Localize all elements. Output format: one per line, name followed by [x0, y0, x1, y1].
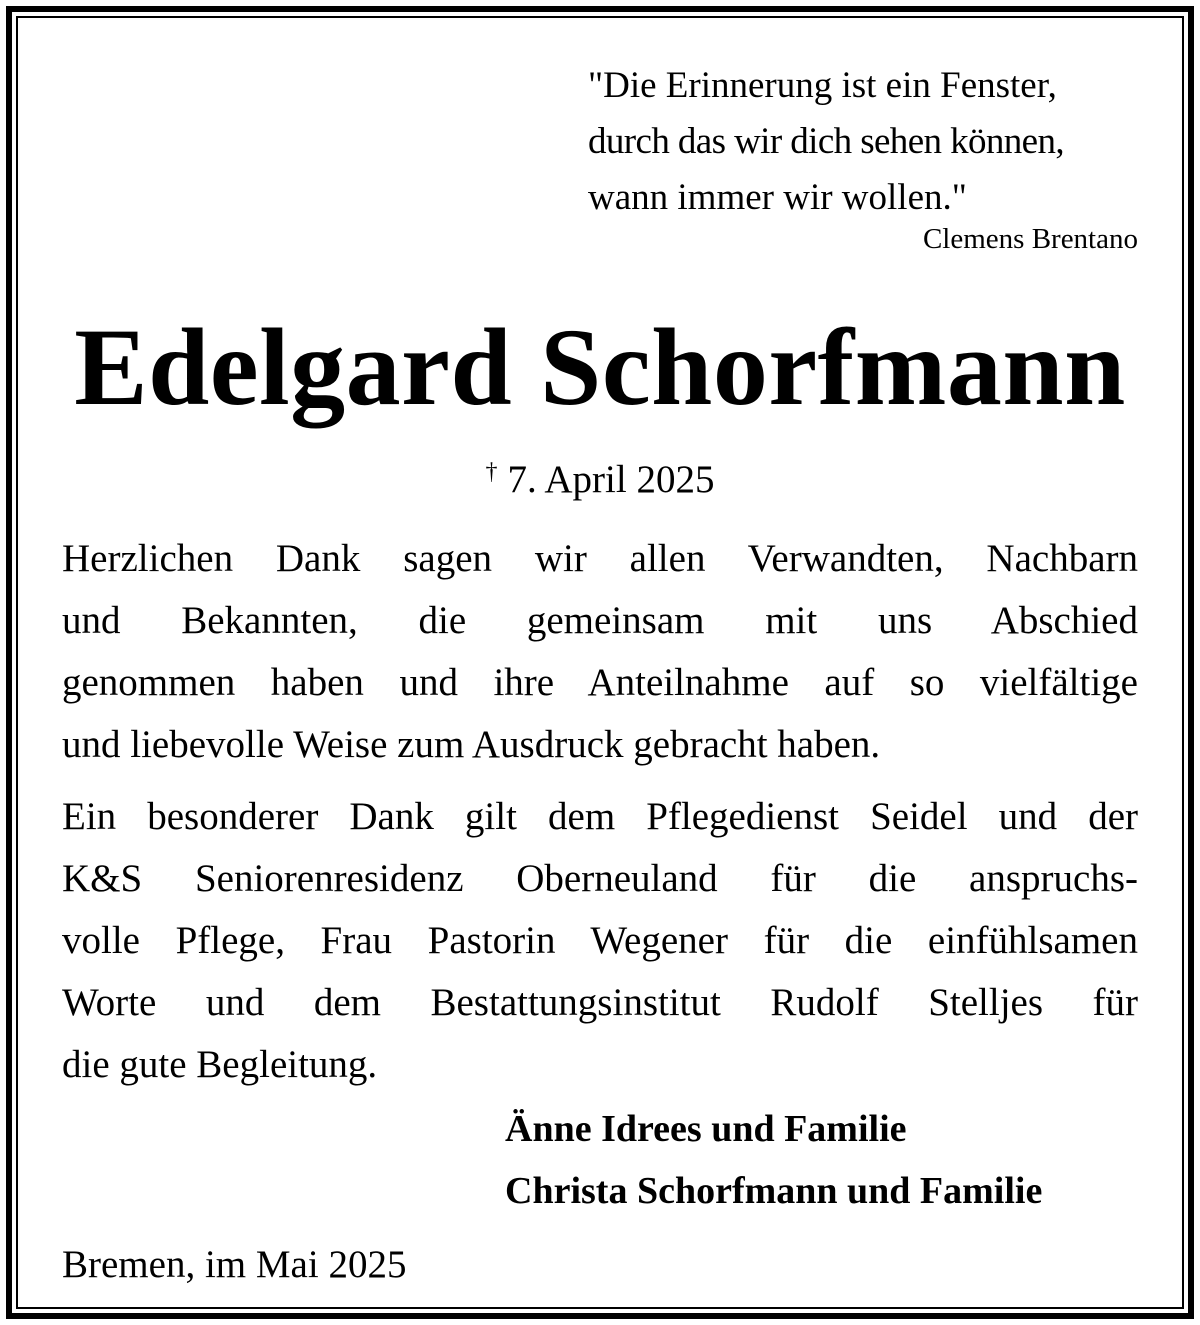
quote-line: durch das wir dich sehen können, [588, 121, 1065, 162]
death-date-line [0, 445, 1200, 507]
thanks-paragraph-2 [62, 786, 1138, 1096]
signature-line: Änne Idrees und Familie [505, 1108, 907, 1150]
text-line: und Bekannten, die gemeinsam mit uns Abschied [62, 599, 1138, 642]
deceased-name: Edelgard Schorfmann [74, 306, 1126, 428]
quote-line: "Die Erinnerung ist ein Fenster, [588, 65, 1057, 106]
place-date: Bremen, im Mai 2025 [62, 1243, 407, 1286]
text-line: volle Pflege, Frau Pastorin Wegener für die einfühlsamen [62, 919, 1138, 962]
text-line: K&S Seniorenresidenz Oberneuland für die anspruchs- [62, 857, 1138, 900]
text-line: genommen haben und ihre Anteilnahme auf so vielfältige [62, 661, 1138, 704]
text-line: und liebevolle Weise zum Ausdruck gebracht haben. [62, 723, 881, 766]
text-line: die gute Begleitung. [62, 1043, 378, 1086]
text-line: Herzlichen Dank sagen wir allen Verwandten, Nachbarn [62, 537, 1138, 580]
death-date: 7. April 2025 [507, 458, 715, 501]
signatures [505, 1098, 1145, 1222]
signature-line: Christa Schorfmann und Familie [505, 1170, 1043, 1212]
dagger-icon: † [485, 459, 498, 485]
text-line: Worte und dem Bestattungsinstitut Rudolf Stelljes für [62, 981, 1138, 1024]
text-line: Ein besonderer Dank gilt dem Pflegedienst Seidel und der [62, 795, 1138, 838]
quote [588, 58, 1140, 226]
quote-author: Clemens Brentano [922, 223, 1138, 255]
thanks-paragraph-1 [62, 528, 1138, 776]
quote-line: wann immer wir wollen." [588, 177, 967, 218]
